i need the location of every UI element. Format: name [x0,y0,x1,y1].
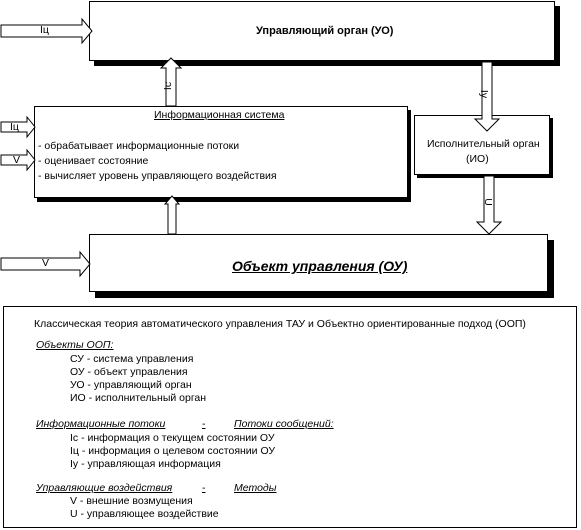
iz-top-label: Iц [40,24,49,36]
objects-item: ИО - исполнительный орган [70,392,207,404]
is-item: - обрабатывает информационные потоки [38,140,240,152]
messages-title: Потоки сообщений: [234,418,334,430]
control-dash: - [202,482,206,494]
legend-box [3,306,577,528]
ic-label: Ic [162,81,175,91]
iz-is-label: Iц [10,121,19,133]
iy-label: Iy [478,89,491,99]
methods-title: Методы [234,482,277,494]
control-title: Управляющие воздействия [36,482,173,494]
is-item: - оценивает состояние [38,155,149,167]
info-item: Iy - управляющая информация [70,458,221,470]
info-title: Информационные потоки [36,418,166,430]
v-is-label: V [13,154,21,166]
control-item: U - управляющее воздействие [70,508,219,520]
info-item: Ic - информация о текущем состоянии ОУ [70,432,275,444]
objects-item: СУ - система управления [70,353,194,365]
v-ou-label: V [42,257,50,269]
u-label: U [481,198,494,206]
is-item: - вычисляет уровень управляющего воздействия [38,170,277,182]
info-item: Iц - информация о целевом состоянии ОУ [70,445,276,457]
control-item: V - внешние возмущения [70,495,193,507]
legend-heading: Классическая теория автоматического управления ТАУ и Объектно ориентированные подход (ООП) [34,318,526,330]
objects-item: УО - управляющий орган [70,379,192,391]
objects-title: Объекты ООП: [36,339,114,351]
io-title-line2: (ИО) [466,153,489,165]
objects-item: ОУ - объект управления [70,366,188,378]
is-title: Информационная система [154,109,285,121]
ou-title: Объект управления (ОУ) [232,258,408,274]
io-title-line1: Исполнительный орган [427,138,540,150]
info-dash: - [202,418,206,430]
ou-to-is-arrow [165,196,179,234]
uo-title: Управляющий орган (УО) [256,25,394,37]
